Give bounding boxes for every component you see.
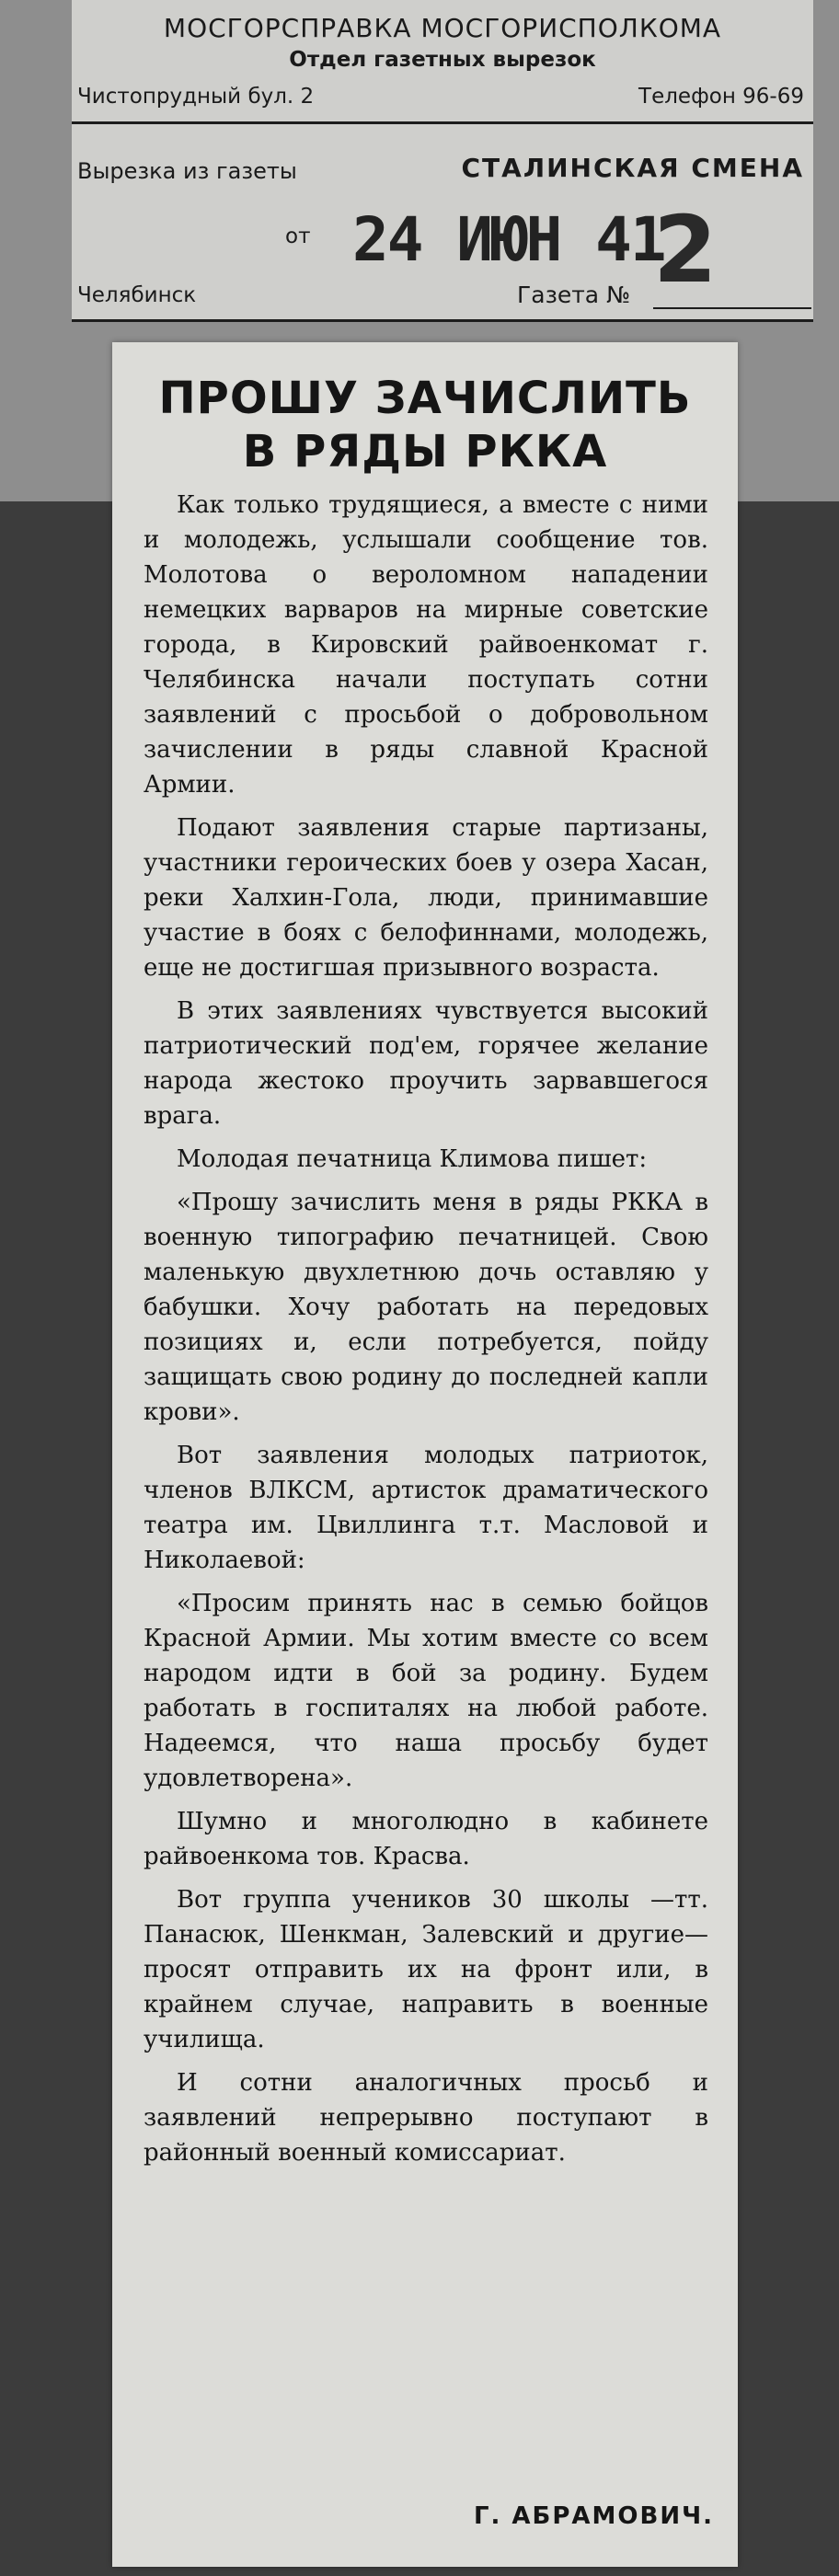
- article-paragraph: «Просим принять нас в семью бойцов Красной Армии. Мы хотим вместе со всем народом идти в бой за родину. Будем работать в госпиталях на любой работе. Надеемся, что наша просьбу будет удовлетворена».: [144, 1590, 708, 1792]
- article-signature: Г. АБРАМОВИЧ.: [473, 2502, 714, 2530]
- headline-line: В РЯДЫ РККА: [242, 426, 608, 477]
- department-name: Отдел газетных вырезок: [289, 48, 596, 72]
- headline-line: ПРОШУ ЗАЧИСЛИТЬ: [158, 373, 692, 424]
- newspaper-name: СТАЛИНСКАЯ СМЕНА: [461, 153, 804, 183]
- article-clipping: [112, 342, 738, 2567]
- clip-label: Вырезка из газеты: [77, 158, 297, 184]
- divider: [72, 121, 813, 124]
- agency-address: Чистопрудный бул. 2: [77, 85, 315, 109]
- city-label: Челябинск: [77, 283, 197, 307]
- article-paragraph: «Прошу зачислить меня в ряды РККА в военную типографию печатницей. Свою маленькую двухлетнюю дочь оставляю у бабушки. Хочу работать на передовых позициях и, если потребуется, пойду защищать свою родину до последней капли крови».: [144, 1189, 708, 1426]
- date-stamp: 24 ИЮН 41: [352, 204, 665, 275]
- article-paragraph: Вот заявления молодых патриоток, членов ВЛКСМ, артисток драматического театра им. Цвиллинга т.т. Масловой и Николаевой:: [144, 1442, 708, 1574]
- article-body: [144, 488, 708, 2179]
- issue-number-stamp: 2: [653, 196, 718, 304]
- article-paragraph: Как только трудящиеся, а вместе с ними и молодежь, услышали сообщение тов. Молотова о вероломном нападении немецких варваров на мирные советские города, в Кировский райвоенкомат г. Челябинска начали поступать сотни заявлений с просьбой о добровольном зачислении в ряды славной Красной Армии.: [144, 491, 708, 799]
- article-paragraph: Подают заявления старые партизаны, участники героических боев у озера Хасан, реки Халхин-Гола, люди, принимавшие участие в боях с белофиннами, молодежь, еще не достигшая призывного возраста.: [144, 814, 708, 982]
- article-headline: [112, 372, 738, 478]
- newspaper-number-underline: [653, 307, 811, 309]
- article-paragraph: Шумно и многолюдно в кабинете райвоенкома тов. Красва.: [144, 1808, 708, 1870]
- divider: [72, 319, 813, 322]
- agency-name: МОСГОРСПРАВКА МОСГОРИСПОЛКОМА: [163, 13, 722, 43]
- agency-phone: Телефон 96-69: [638, 85, 804, 109]
- clipping-service-slip: [72, 0, 813, 322]
- article-paragraph: Вот группа учеников 30 школы —тт. Панасюк, Шенкман, Залевский и другие—просят отправить их на фронт или, в крайнем случае, направить в военные училища.: [144, 1886, 708, 2053]
- article-paragraph: Молодая печатница Климова пишет:: [177, 1145, 648, 1173]
- article-paragraph: В этих заявлениях чувствуется высокий патриотический под'ем, горячее желание народа жестоко проучить зарвавшегося врага.: [144, 997, 708, 1130]
- article-paragraph: И сотни аналогичных просьб и заявлений непрерывно поступают в районный военный комиссариат.: [144, 2069, 708, 2167]
- from-label: от: [285, 224, 311, 248]
- newspaper-number-label: Газета №: [517, 282, 631, 308]
